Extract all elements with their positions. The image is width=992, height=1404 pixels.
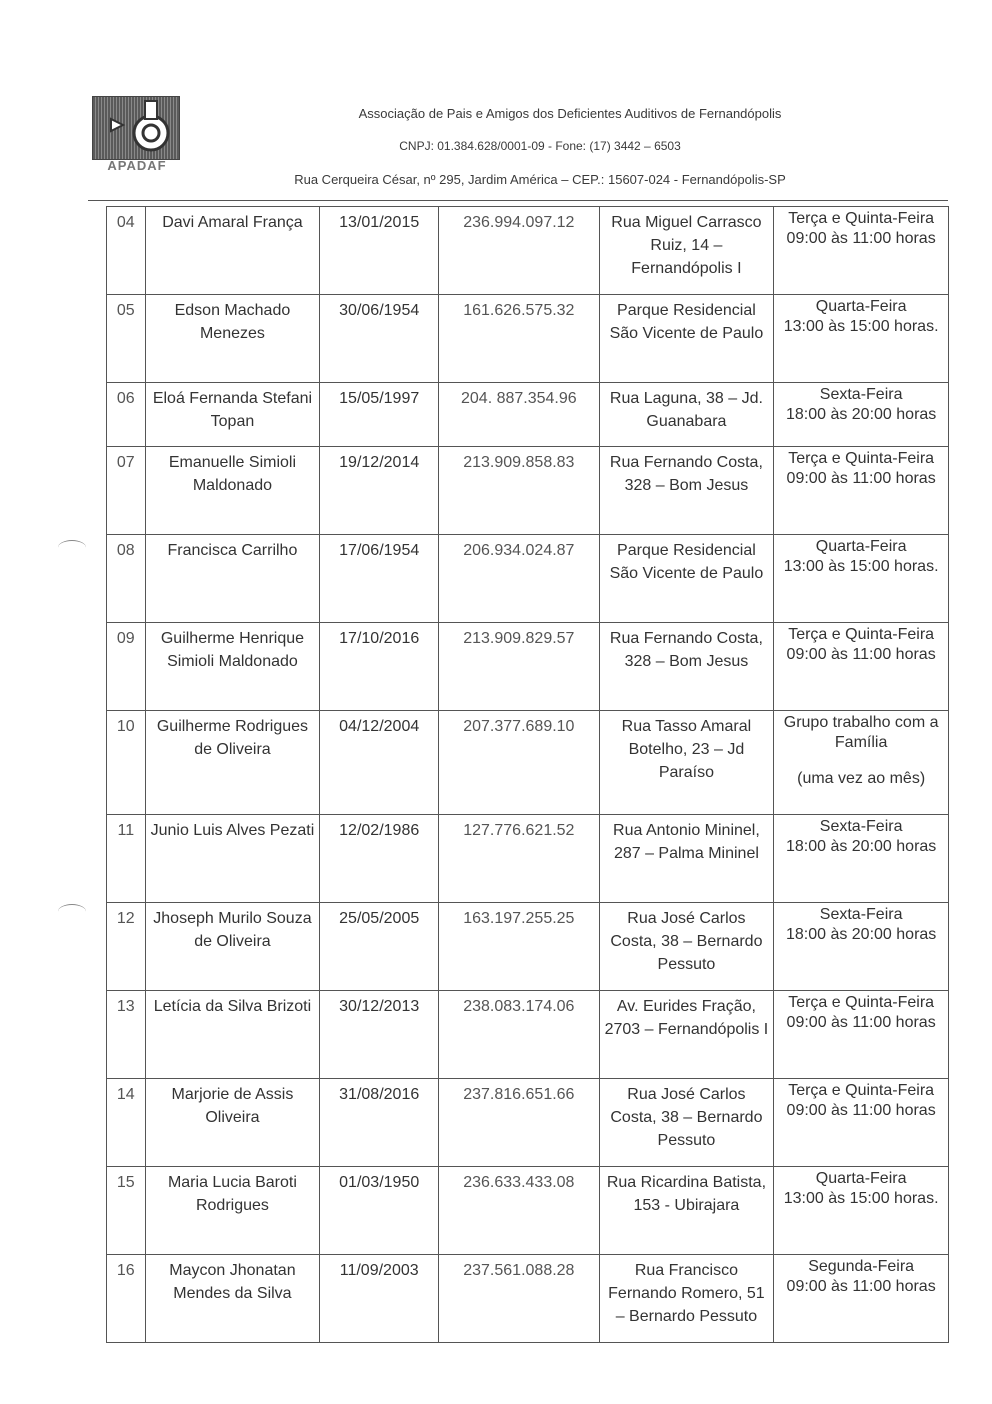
member-address: Rua Laguna, 38 – Jd. Guanabara — [599, 383, 774, 447]
member-name: Letícia da Silva Brizoti — [145, 991, 320, 1079]
apadaf-logo — [92, 96, 180, 174]
cnpj-phone: CNPJ: 01.384.628/0001-09 - Fone: (17) 3442 – 6503 — [399, 139, 681, 153]
row-number: 07 — [107, 447, 146, 535]
member-name: Maria Lucia Baroti Rodrigues — [145, 1167, 320, 1255]
birth-date: 12/02/1986 — [320, 815, 439, 903]
table-row — [107, 447, 949, 535]
schedule-line: 13:00 às 15:00 horas. — [783, 1190, 939, 1207]
document-number: 161.626.575.32 — [439, 295, 599, 383]
member-address: Rua Miguel Carrasco Ruiz, 14 – Fernandópolis I — [599, 207, 774, 295]
birth-date: 04/12/2004 — [320, 711, 439, 815]
member-name: Francisca Carrilho — [145, 535, 320, 623]
table-row — [107, 903, 949, 991]
schedule-line: Quarta-Feira — [815, 1170, 907, 1187]
birth-date: 30/06/1954 — [320, 295, 439, 383]
document-number: 237.816.651.66 — [439, 1079, 599, 1167]
row-number: 06 — [107, 383, 146, 447]
birth-date: 31/08/2016 — [320, 1079, 439, 1167]
org-address: Rua Cerqueira César, nº 295, Jardim América – CEP.: 15607-024 - Fernandópolis-SP — [294, 172, 786, 187]
member-address: Rua Fernando Costa, 328 – Bom Jesus — [599, 447, 774, 535]
table-row — [107, 991, 949, 1079]
member-name: Junio Luis Alves Pezati — [145, 815, 320, 903]
member-address: Rua Tasso Amaral Botelho, 23 – Jd Paraíso — [599, 711, 774, 815]
member-address: Rua Antonio Mininel, 287 – Palma Mininel — [599, 815, 774, 903]
schedule-line: 18:00 às 20:00 horas — [785, 838, 937, 855]
member-name: Davi Amaral França — [145, 207, 320, 295]
schedule-line: 09:00 às 11:00 horas — [786, 230, 936, 247]
schedule-line: Grupo trabalho com a Família — [783, 714, 939, 751]
table-row — [107, 1167, 949, 1255]
hole-punch-mark — [58, 904, 86, 919]
schedule-line: (uma vez ao mês) — [797, 770, 926, 787]
member-name: Edson Machado Menezes — [145, 295, 320, 383]
schedule — [774, 535, 949, 623]
schedule — [774, 207, 949, 295]
member-address: Rua José Carlos Costa, 38 – Bernardo Pessuto — [599, 1079, 774, 1167]
birth-date: 15/05/1997 — [320, 383, 439, 447]
document-number: 207.377.689.10 — [439, 711, 599, 815]
member-name: Jhoseph Murilo Souza de Oliveira — [145, 903, 320, 991]
member-address: Parque Residencial São Vicente de Paulo — [599, 535, 774, 623]
table-row — [107, 383, 949, 447]
schedule-line: 18:00 às 20:00 horas — [785, 926, 937, 943]
document-number: 236.994.097.12 — [439, 207, 599, 295]
row-number: 04 — [107, 207, 146, 295]
document-number: 213.909.858.83 — [439, 447, 599, 535]
table-row — [107, 623, 949, 711]
schedule — [774, 991, 949, 1079]
document-number: 236.633.433.08 — [439, 1167, 599, 1255]
schedule — [774, 1167, 949, 1255]
logo-text: APADAF — [107, 158, 167, 173]
members-table — [106, 206, 949, 1343]
schedule — [774, 623, 949, 711]
schedule — [774, 383, 949, 447]
birth-date: 19/12/2014 — [320, 447, 439, 535]
table-row — [107, 1079, 949, 1167]
document-number: 127.776.621.52 — [439, 815, 599, 903]
table-row — [107, 207, 949, 295]
schedule-line: 09:00 às 11:00 horas — [786, 646, 936, 663]
schedule — [774, 1079, 949, 1167]
schedule — [774, 1255, 949, 1343]
table-row — [107, 815, 949, 903]
schedule — [774, 295, 949, 383]
row-number: 08 — [107, 535, 146, 623]
ear-logo-icon — [92, 96, 180, 160]
schedule-line: 09:00 às 11:00 horas — [786, 1278, 936, 1295]
schedule-line: Terça e Quinta-Feira — [788, 994, 935, 1011]
table-row — [107, 295, 949, 383]
schedule-line: Terça e Quinta-Feira — [788, 210, 935, 227]
table-row — [107, 535, 949, 623]
schedule — [774, 903, 949, 991]
birth-date: 17/06/1954 — [320, 535, 439, 623]
members-table-container — [106, 206, 949, 1404]
row-number: 16 — [107, 1255, 146, 1343]
schedule — [774, 711, 949, 815]
table-row — [107, 711, 949, 815]
schedule-line: 13:00 às 15:00 horas. — [783, 558, 939, 575]
schedule-line: 09:00 às 11:00 horas — [786, 1102, 936, 1119]
document-number: 206.934.024.87 — [439, 535, 599, 623]
member-address: Rua Fernando Costa, 328 – Bom Jesus — [599, 623, 774, 711]
schedule-line: Quarta-Feira — [815, 538, 907, 555]
schedule-line: 13:00 às 15:00 horas. — [783, 318, 939, 335]
member-address: Rua José Carlos Costa, 38 – Bernardo Pessuto — [599, 903, 774, 991]
member-name: Guilherme Rodrigues de Oliveira — [145, 711, 320, 815]
org-name: Associação de Pais e Amigos dos Deficientes Auditivos de Fernandópolis — [358, 106, 782, 121]
row-number: 12 — [107, 903, 146, 991]
member-address: Rua Ricardina Batista, 153 - Ubirajara — [599, 1167, 774, 1255]
birth-date: 25/05/2005 — [320, 903, 439, 991]
hole-punch-mark — [58, 540, 86, 555]
schedule-line: Quarta-Feira — [815, 298, 907, 315]
member-name: Maycon Jhonatan Mendes da Silva — [145, 1255, 320, 1343]
document-number: 204. 887.354.96 — [439, 383, 599, 447]
schedule-line: 09:00 às 11:00 horas — [786, 1014, 936, 1031]
schedule-line: Sexta-Feira — [819, 906, 903, 923]
schedule-line: Terça e Quinta-Feira — [788, 450, 935, 467]
row-number: 11 — [107, 815, 146, 903]
member-name: Marjorie de Assis Oliveira — [145, 1079, 320, 1167]
birth-date: 30/12/2013 — [320, 991, 439, 1079]
row-number: 14 — [107, 1079, 146, 1167]
schedule-line: Sexta-Feira — [819, 818, 903, 835]
member-name: Emanuelle Simioli Maldonado — [145, 447, 320, 535]
member-address: Rua Francisco Fernando Romero, 51 – Bernardo Pessuto — [599, 1255, 774, 1343]
schedule-line: Terça e Quinta-Feira — [788, 626, 935, 643]
member-name: Eloá Fernanda Stefani Topan — [145, 383, 320, 447]
schedule-line: 09:00 às 11:00 horas — [786, 470, 936, 487]
row-number: 10 — [107, 711, 146, 815]
schedule-line: Segunda-Feira — [808, 1258, 915, 1275]
document-number: 237.561.088.28 — [439, 1255, 599, 1343]
birth-date: 13/01/2015 — [320, 207, 439, 295]
schedule — [774, 815, 949, 903]
header-divider — [88, 200, 948, 201]
member-name: Guilherme Henrique Simioli Maldonado — [145, 623, 320, 711]
row-number: 15 — [107, 1167, 146, 1255]
document-number: 238.083.174.06 — [439, 991, 599, 1079]
member-address: Parque Residencial São Vicente de Paulo — [599, 295, 774, 383]
birth-date: 01/03/1950 — [320, 1167, 439, 1255]
birth-date: 11/09/2003 — [320, 1255, 439, 1343]
schedule — [774, 447, 949, 535]
member-address: Av. Eurides Fração, 2703 – Fernandópolis I — [599, 991, 774, 1079]
schedule-line: Terça e Quinta-Feira — [788, 1082, 935, 1099]
table-row — [107, 1255, 949, 1343]
row-number: 05 — [107, 295, 146, 383]
document-number: 213.909.829.57 — [439, 623, 599, 711]
birth-date: 17/10/2016 — [320, 623, 439, 711]
row-number: 13 — [107, 991, 146, 1079]
schedule-line: Sexta-Feira — [819, 386, 903, 403]
schedule-line: 18:00 às 20:00 horas — [785, 406, 937, 423]
row-number: 09 — [107, 623, 146, 711]
document-number: 163.197.255.25 — [439, 903, 599, 991]
